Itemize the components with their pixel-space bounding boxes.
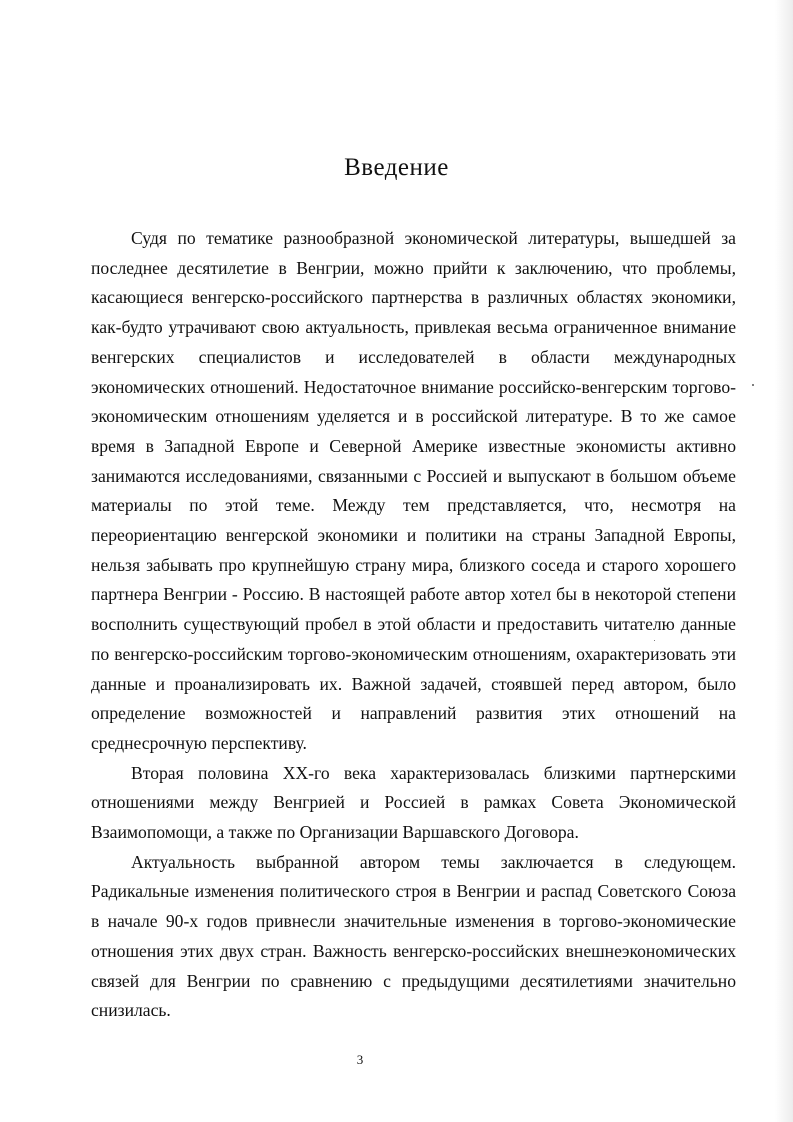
paragraph-1: Судя по тематике разнообразной экономической литературы, вышедшей за последнее десятилетие в Венгрии, можно прийти к заключению, что проблемы, касающиеся венгерско-российского партнерства в различных областях экономики, как-будто утрачивают свою актуальность, привлекая весьма ограниченное внимание венгерских специалистов и исследователей в области международных экономических отношений. Недостаточное внимание российско-венгерским торгово-экономическим отношениям уделяется и в российской литературе. В то же самое время в Западной Европе и Северной Америке известные экономисты активно занимаются исследованиями, связанными с Россией и выпускают в большом объеме материалы по этой теме. Между тем представляется, что, несмотря на переориентацию венгерской экономики и политики на страны Западной Европы, нельзя забывать про крупнейшую страну мира, близкого соседа и старого хорошего партнера Венгрии - Россию. В настоящей работе автор хотел бы в некоторой степени восполнить существующий пробел в этой области и предоставить читателю данные по венгерско-российским торгово-экономическим отношениям, охарактеризовать эти данные и проанализировать их. Важной задачей, стоявшей перед автором, было определение возможностей и направлений развития этих отношений на среднесрочную перспективу. bbox=[91, 228, 736, 753]
paragraph-3: Актуальность выбранной автором темы заключается в следующем. Радикальные изменения политического строя в Венгрии и распад Советского Союза в начале 90-х годов привнесли значительные изменения в торгово-экономические отношения этих двух стран. Важность венгерско-российских внешнеэкономических связей для Венгрии по сравнению с предыдущими десятилетиями значительно снизилась. bbox=[91, 851, 736, 1021]
body-text bbox=[91, 224, 736, 1026]
page-number: 3 bbox=[356, 1052, 364, 1067]
page-title: Введение bbox=[344, 154, 449, 181]
scan-speck bbox=[654, 640, 655, 641]
paragraph-2: Вторая половина XX-го века характеризовалась близкими партнерскими отношениями между Венгрией и Россией в рамках Совета Экономической Взаимопомощи, а также по Организации Варшавского Договора. bbox=[91, 762, 736, 843]
scan-speck bbox=[752, 384, 754, 386]
